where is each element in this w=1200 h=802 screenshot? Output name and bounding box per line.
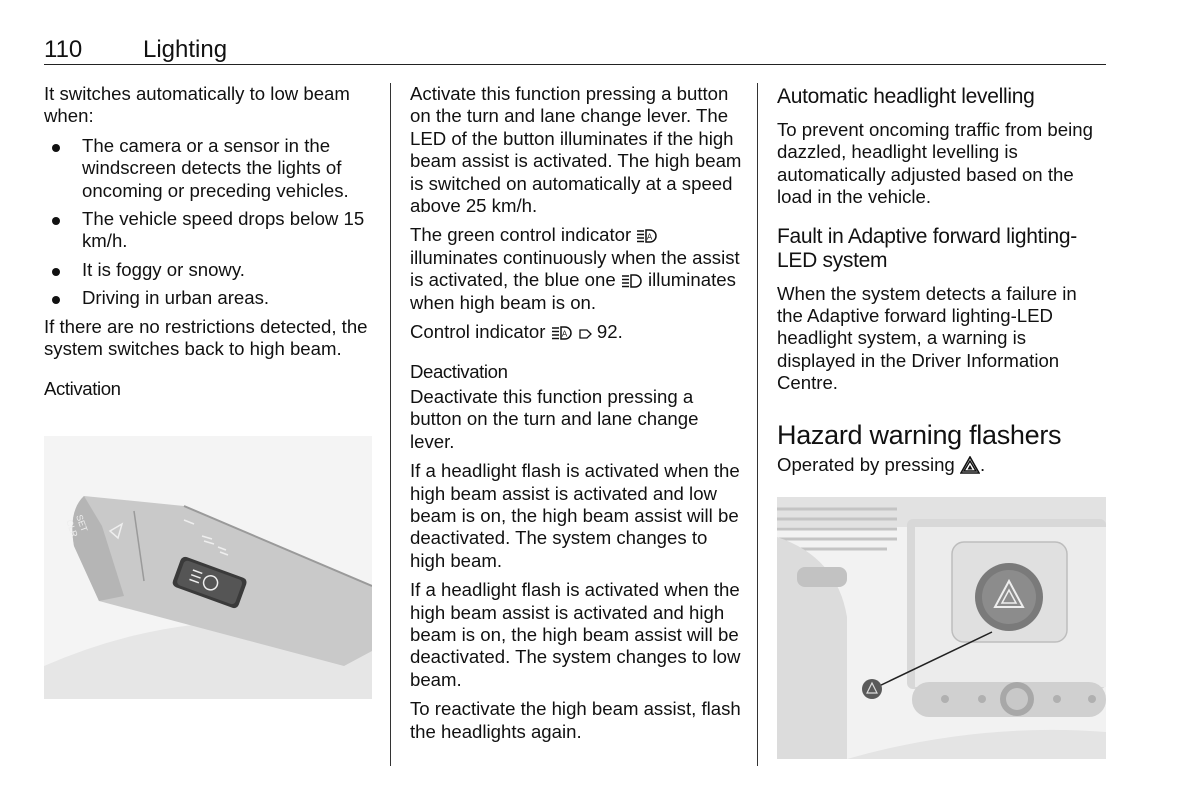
- column-1: [44, 83, 379, 403]
- activate-text: Activate this function pressing a button on the turn and lane change lever. The LED of the button illuminates if the high beam assist is activated. The high beam is switched on automatically at a speed above 25 km/h.: [410, 83, 742, 217]
- indicator-text: The green control indicator illuminates continuously when the assist is activated, the blue one illuminates when high beam is on.: [410, 224, 740, 313]
- flash-low-beam-text: If a headlight flash is activated when the high beam assist is activated and low beam is on, the high beam assist will be deactivated. The system changes to high beam.: [410, 460, 740, 571]
- page-header: [44, 34, 1106, 65]
- activation-heading: Activation: [44, 378, 121, 400]
- column-divider: [757, 83, 758, 766]
- column-divider: [390, 83, 391, 766]
- deactivate-text: Deactivate this function pressing a button on the turn and lane change lever.: [410, 385, 699, 452]
- condition-list: [44, 135, 379, 310]
- page-number: 110: [44, 36, 83, 63]
- restrictions-text: If there are no restrictions detected, the system switches back to high beam.: [44, 315, 368, 360]
- svg-text:SET: SET: [74, 513, 90, 534]
- bullet-icon: [52, 144, 60, 152]
- high-beam-icon: [621, 273, 643, 289]
- dashboard-illustration: [777, 497, 1106, 759]
- bullet-icon: [52, 217, 60, 225]
- deactivation-heading: Deactivation: [410, 361, 508, 383]
- high-beam-assist-icon: [551, 325, 573, 341]
- hazard-heading: Hazard warning flashers: [777, 419, 1062, 450]
- levelling-heading: Automatic headlight levelling: [777, 85, 1035, 108]
- list-item: Driving in urban areas.: [44, 287, 379, 309]
- intro-text: It switches automatically to low beam when:: [44, 83, 350, 127]
- list-item: The vehicle speed drops below 15 km/h.: [44, 208, 379, 253]
- hazard-text: Operated by pressing .: [777, 453, 986, 475]
- page-reference-icon: [578, 327, 592, 341]
- svg-text:CLR: CLR: [64, 518, 80, 539]
- list-item: It is foggy or snowy.: [44, 259, 379, 281]
- hazard-warning-button[interactable]: [975, 563, 1043, 631]
- fault-text: When the system detects a failure in the Adaptive forward lighting-LED headlight system, a warning is displayed in the Driver Information Centre.: [777, 282, 1077, 394]
- control-indicator-text: Control indicator 92.: [410, 321, 623, 343]
- flash-high-beam-text: If a headlight flash is activated when the high beam assist is activated and high beam is on, the high beam assist will be deactivated. The system changes to low beam.: [410, 579, 741, 690]
- lever-illustration: [44, 436, 372, 699]
- high-beam-assist-icon: [636, 228, 658, 244]
- hazard-warning-icon: [960, 456, 980, 474]
- bullet-icon: [52, 296, 60, 304]
- list-item: The camera or a sensor in the windscreen detects the lights of oncoming or preceding vehicles.: [44, 135, 379, 202]
- section-title: Lighting: [143, 36, 228, 63]
- column-3: [777, 83, 1107, 483]
- fault-heading: Fault in Adaptive forward lighting-LED system: [777, 224, 1077, 272]
- column-2: [410, 83, 745, 750]
- levelling-text: To prevent oncoming traffic from being dazzled, headlight levelling is automatically adjusted based on the load in the vehicle.: [777, 119, 1093, 208]
- bullet-icon: [52, 268, 60, 276]
- reactivate-text: To reactivate the high beam assist, flash the headlights again.: [410, 698, 741, 742]
